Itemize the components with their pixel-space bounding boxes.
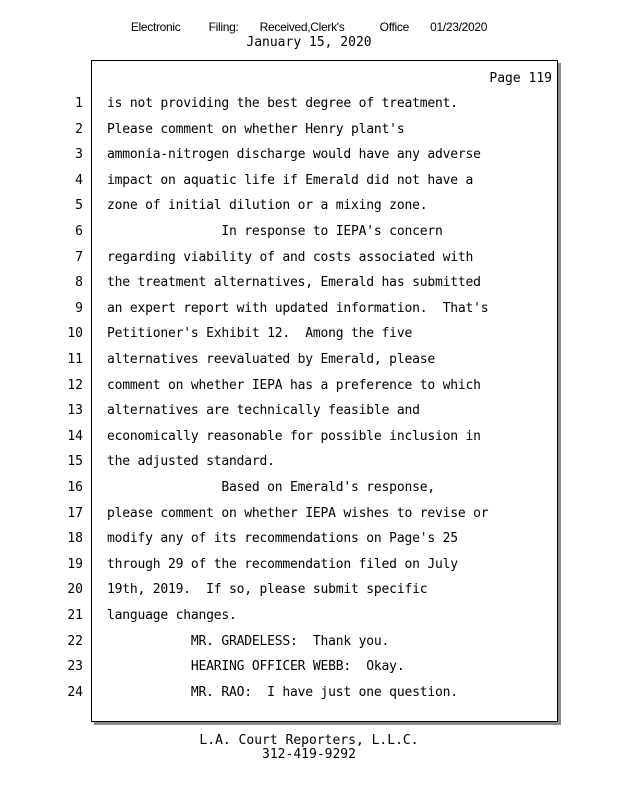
line-number: 1: [75, 96, 83, 111]
line-number: 12: [67, 378, 83, 393]
electronic-filing-stamp: Electronic Filing: Received,Clerk's Office 01/23/2020: [130, 20, 488, 34]
line-number: 17: [67, 506, 83, 521]
transcript-line: economically reasonable for possible inclusion in: [107, 429, 481, 444]
transcript-line: the treatment alternatives, Emerald has submitted: [107, 275, 481, 290]
line-number: 2: [75, 122, 83, 137]
transcript-line: impact on aquatic life if Emerald did not have a: [107, 173, 474, 188]
line-number: 15: [67, 454, 83, 469]
line-number: 19: [67, 557, 83, 572]
transcript-line: an expert report with updated information. That's: [107, 301, 489, 316]
transcript-line: MR. GRADELESS: Thank you.: [107, 634, 390, 649]
transcript-line: 19th, 2019. If so, please submit specific: [107, 582, 428, 597]
line-number: 13: [67, 403, 83, 418]
line-number: 14: [67, 429, 83, 444]
line-number: 5: [75, 198, 83, 213]
transcript-date: January 15, 2020: [246, 35, 372, 50]
transcript-line: is not providing the best degree of treatment.: [107, 96, 458, 111]
line-number: 21: [67, 608, 83, 623]
line-number: 18: [67, 531, 83, 546]
transcript-line: MR. RAO: I have just one question.: [107, 685, 458, 700]
line-number: 8: [75, 275, 83, 290]
line-number: 23: [67, 659, 83, 674]
transcript-line: Please comment on whether Henry plant's: [107, 122, 405, 137]
line-number: 22: [67, 634, 83, 649]
transcript-line: zone of initial dilution or a mixing zone.: [107, 198, 428, 213]
court-reporter-phone: 312-419-9292: [262, 747, 356, 762]
line-number: 9: [75, 301, 83, 316]
line-number: 24: [67, 685, 83, 700]
transcript-line: the adjusted standard.: [107, 454, 275, 469]
line-number: 20: [67, 582, 83, 597]
transcript-line: modify any of its recommendations on Page's 25: [107, 531, 458, 546]
page-number: Page 119: [489, 71, 552, 86]
line-number: 6: [75, 224, 83, 239]
transcript-line: comment on whether IEPA has a preference to which: [107, 378, 481, 393]
transcript-line: In response to IEPA's concern: [107, 224, 443, 239]
line-number: 4: [75, 173, 83, 188]
transcript-line: through 29 of the recommendation filed on July: [107, 557, 458, 572]
line-number: 11: [67, 352, 83, 367]
transcript-line: Based on Emerald's response,: [107, 480, 435, 495]
transcript-line: HEARING OFFICER WEBB: Okay.: [107, 659, 405, 674]
line-number: 3: [75, 147, 83, 162]
transcript-line: alternatives are technically feasible and: [107, 403, 420, 418]
transcript-line: please comment on whether IEPA wishes to revise or: [107, 506, 489, 521]
transcript-line: regarding viability of and costs associated with: [107, 250, 474, 265]
line-number: 16: [67, 480, 83, 495]
court-reporter-name: L.A. Court Reporters, L.L.C.: [199, 733, 419, 748]
line-number: 10: [67, 326, 83, 341]
transcript-line: language changes.: [107, 608, 237, 623]
transcript-line: Petitioner's Exhibit 12. Among the five: [107, 326, 413, 341]
transcript-line: alternatives reevaluated by Emerald, please: [107, 352, 435, 367]
transcript-line: ammonia-nitrogen discharge would have any adverse: [107, 147, 481, 162]
line-number: 7: [75, 250, 83, 265]
